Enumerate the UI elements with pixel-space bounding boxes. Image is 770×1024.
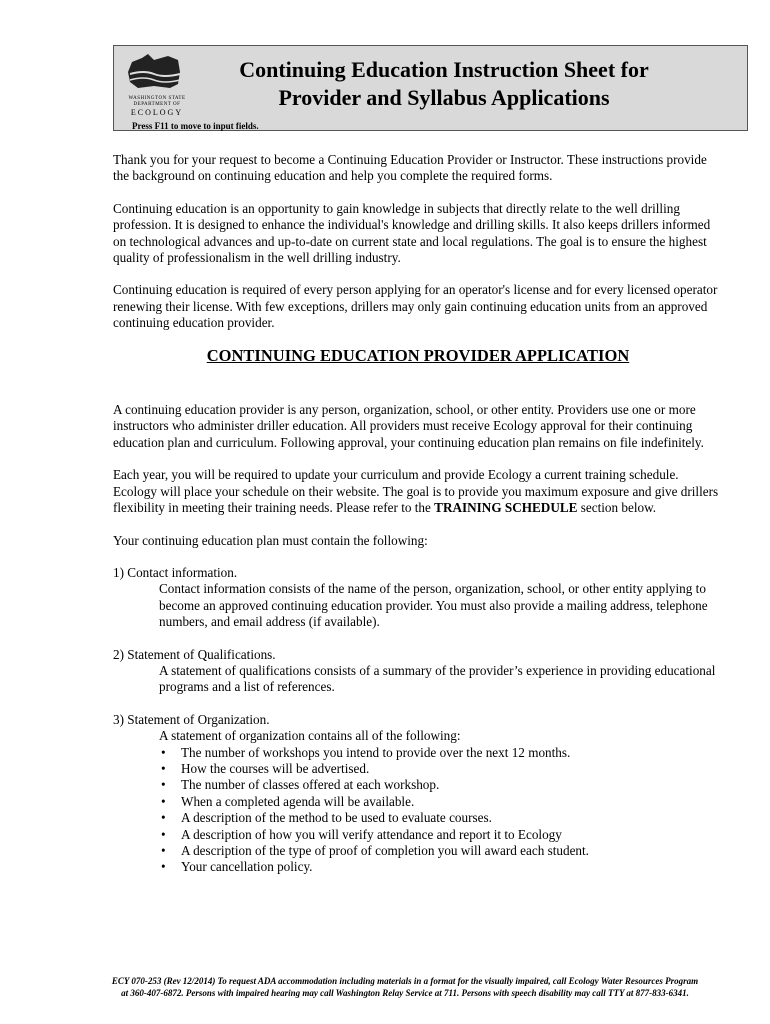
footer-line-2: at 360-407-6872. Persons with impaired hearing may call Washington Relay Service at 711. Persons with speech disability may call TTY at 877-833-6341. bbox=[121, 988, 689, 998]
bullet-icon: • bbox=[161, 744, 166, 760]
footer-line-1: ECY 070-253 (Rev 12/2014) To request ADA accommodation including materials in a format for the visually impaired, call Ecology Water Resources Program bbox=[111, 976, 699, 986]
bullet-icon: • bbox=[161, 859, 166, 875]
logo-small-text-2: DEPARTMENT OF bbox=[133, 102, 181, 107]
bullet-icon: • bbox=[161, 810, 166, 826]
form-footer bbox=[60, 975, 750, 999]
list-item-text: When a completed agenda will be available. bbox=[181, 793, 415, 809]
bullet-icon: • bbox=[161, 793, 166, 809]
bullet-icon: • bbox=[161, 826, 166, 842]
intro-paragraph-2: Continuing education is an opportunity to gain knowledge in subjects that directly relate to the well drilling profession. It is designed to enhance the individual's knowledge and drilling skills. It also keeps drillers informed on technological advances and up-to-date on current state and local regulations. The goal is to ensure the highest quality of professionalism in the well drilling industry. bbox=[113, 200, 711, 266]
logo-small-text-1: WASHINGTON STATE bbox=[128, 96, 186, 101]
item-3-heading: 3) Statement of Organization. bbox=[113, 711, 270, 727]
section-paragraph-1: A continuing education provider is any person, organization, school, or other entity. Providers use one or more instructors who administer driller education. All providers must receive Ecology approval for their continuing education plan and curriculum. Following approval, your continuing education plan remains on file indefinitely. bbox=[113, 402, 704, 450]
list-item bbox=[159, 777, 723, 793]
bullet-icon: • bbox=[161, 843, 166, 858]
intro-paragraph-1: Thank you for your request to become a Continuing Education Provider or Instructor. These instructions provide the background on continuing education and help you complete the required forms. bbox=[113, 152, 707, 184]
page-title bbox=[214, 56, 674, 112]
item-2-body: A statement of qualifications consists of a summary of the provider’s experience in providing educational programs and a list of references. bbox=[159, 662, 716, 695]
list-item bbox=[159, 810, 723, 826]
list-item-text: Your cancellation policy. bbox=[181, 859, 313, 875]
list-item bbox=[159, 859, 723, 875]
list-item bbox=[159, 745, 723, 761]
list-item bbox=[159, 794, 723, 810]
list-item-text: How the courses will be advertised. bbox=[181, 760, 370, 776]
section-title: CONTINUING EDUCATION PROVIDER APPLICATION bbox=[206, 345, 630, 365]
bullet-icon: • bbox=[161, 760, 166, 776]
list-item-text: A description of the method to be used to evaluate courses. bbox=[181, 810, 492, 826]
section-paragraph-2 bbox=[113, 467, 723, 516]
list-item-text: The number of workshops you intend to provide over the next 12 months. bbox=[181, 744, 571, 760]
list-item-text: The number of classes offered at each workshop. bbox=[181, 777, 440, 793]
section-paragraph-3: Your continuing education plan must contain the following: bbox=[113, 532, 428, 548]
logo-wordmark bbox=[126, 96, 188, 118]
list-item bbox=[159, 761, 723, 777]
bullet-icon: • bbox=[161, 777, 166, 793]
title-line-1: Continuing Education Instruction Sheet for bbox=[239, 57, 649, 82]
list-item bbox=[159, 827, 723, 843]
title-line-2: Provider and Syllabus Applications bbox=[278, 85, 610, 110]
item-1-body: Contact information consists of the name of the person, organization, school, or other entity applying to become an approved continuing education provider. You must also provide a mailing address, telephone numbers, and email address (if available). bbox=[159, 581, 708, 630]
training-schedule-ref: TRAINING SCHEDULE bbox=[434, 500, 578, 516]
document-body bbox=[113, 152, 723, 876]
item-1-heading: 1) Contact information. bbox=[113, 564, 238, 580]
list-item-text: A description of how you will verify attendance and report it to Ecology bbox=[181, 826, 562, 842]
item-3-body: A statement of organization contains all of the following: bbox=[159, 728, 461, 744]
list-item bbox=[159, 843, 723, 859]
intro-paragraph-3: Continuing education is required of every person applying for an operator's license and for every licensed operator renewing their license. With few exceptions, drillers may only gain continuing education units from an approved continuing education provider. bbox=[113, 282, 718, 331]
paragraph-2-text-a: Each year, you will be required to update your curriculum and provide Ecology a current training schedule. Ecology will place your schedule on their website. The goal is to provide you maximum exposure and give drillers flexibility in meeting their training needs. Please refer to the bbox=[113, 467, 719, 516]
list-item-text: A description of the type of proof of completion you will award each student. bbox=[181, 843, 589, 858]
organization-requirements-list bbox=[159, 745, 723, 876]
logo-big-text: ECOLOGY bbox=[130, 108, 184, 117]
press-f11-note: Press F11 to move to input fields. bbox=[132, 121, 259, 131]
paragraph-2-text-b: section below. bbox=[577, 500, 657, 516]
document-header bbox=[113, 45, 748, 131]
item-2-heading: 2) Statement of Qualifications. bbox=[113, 646, 276, 662]
